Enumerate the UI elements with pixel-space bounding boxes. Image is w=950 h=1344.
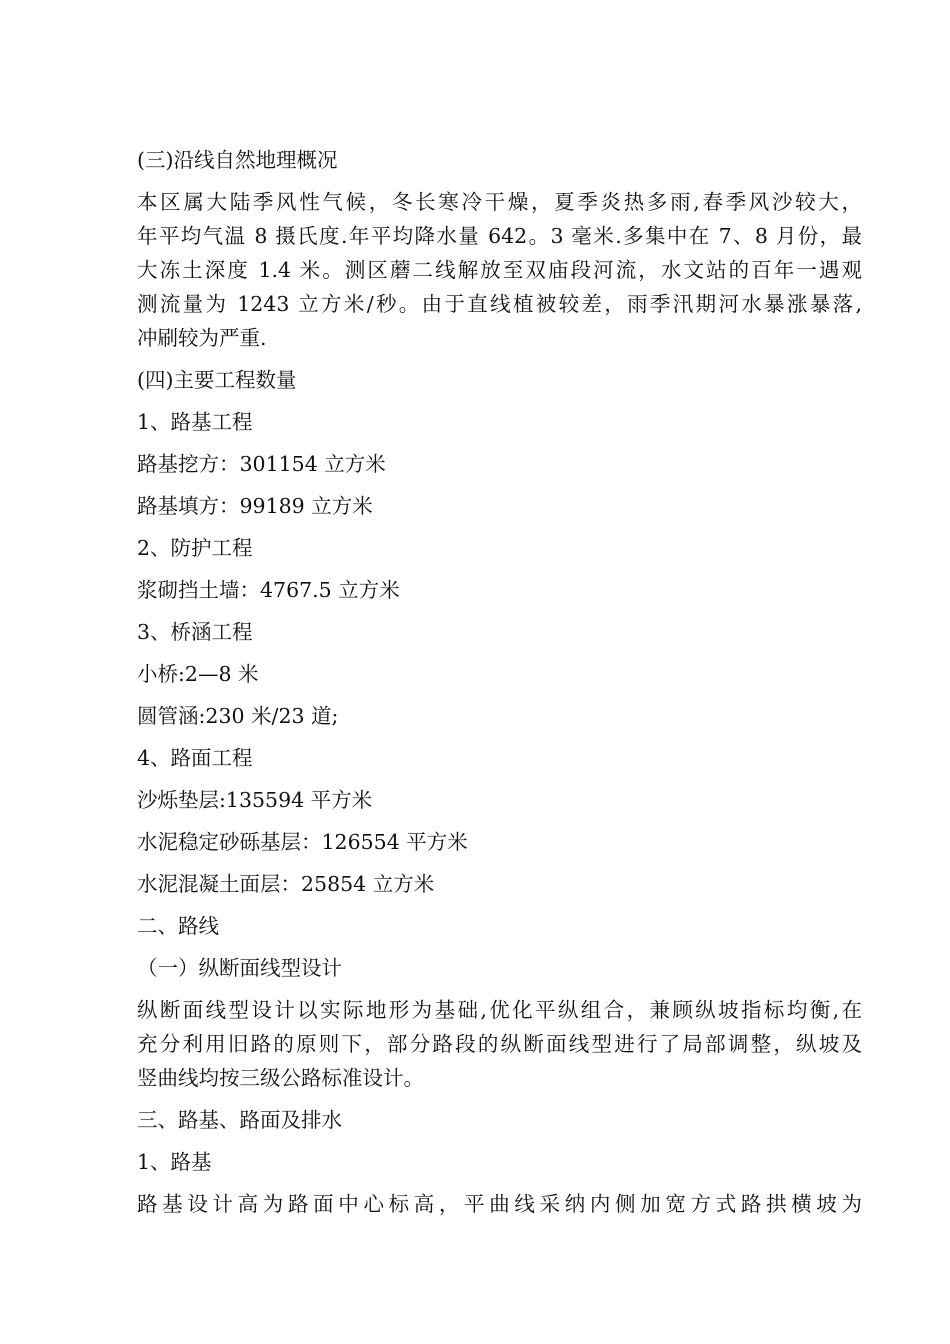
quantity-item: 路基挖方：301154 立方米 (137, 452, 386, 476)
quantity-item: 小桥:2—8 米 (137, 662, 259, 686)
chapter-heading-subgrade-pavement-drainage: 三、路基、路面及排水 (137, 1108, 342, 1132)
section-heading-natural-geography: (三)沿线自然地理概况 (137, 148, 338, 172)
paragraph-line: 充分利用旧路的原则下，部分路段的纵断面线型进行了局部调整，纵坡及 (137, 1032, 862, 1056)
section-heading-profile-design: （一）纵断面线型设计 (137, 956, 342, 980)
quantity-item: 水泥混凝土面层：25854 立方米 (137, 872, 435, 896)
paragraph-line: 冲刷较为严重. (137, 326, 267, 350)
subheading-pavement-works: 4、路面工程 (137, 746, 253, 770)
document-body (137, 143, 862, 1221)
paragraph-line: 大冻土深度 1.4 米。测区蘑二线解放至双庙段河流，水文站的百年一遇观 (137, 258, 862, 282)
subheading-subgrade-works: 1、路基工程 (137, 410, 253, 434)
paragraph-line: 本区属大陆季风性气候，冬长寒冷干燥，夏季炎热多雨,春季风沙较大， (137, 190, 862, 214)
subheading-protection-works: 2、防护工程 (137, 536, 253, 560)
section-heading-main-quantities: (四)主要工程数量 (137, 368, 297, 392)
quantity-item: 路基填方：99189 立方米 (137, 494, 373, 518)
quantity-item: 水泥稳定砂砾基层：126554 平方米 (137, 830, 468, 854)
subheading-bridge-culvert-works: 3、桥涵工程 (137, 620, 253, 644)
chapter-heading-route: 二、路线 (137, 914, 219, 938)
paragraph-line: 纵断面线型设计以实际地形为基础,优化平纵组合，兼顾纵坡指标均衡,在 (137, 998, 862, 1022)
paragraph-line: 路基设计高为路面中心标高，平曲线采纳内侧加宽方式路拱横坡为 (137, 1192, 862, 1216)
paragraph-line: 测流量为 1243 立方米/秒。由于直线植被较差，雨季汛期河水暴涨暴落, (137, 292, 862, 316)
quantity-item: 沙烁垫层:135594 平方米 (137, 788, 373, 812)
quantity-item: 圆管涵:230 米/23 道; (137, 704, 339, 728)
paragraph-line: 年平均气温 8 摄氏度.年平均降水量 642。3 毫米.多集中在 7、8 月份，最 (137, 224, 862, 248)
quantity-item: 浆砌挡土墙：4767.5 立方米 (137, 578, 400, 602)
paragraph-line: 竖曲线均按三级公路标准设计。 (137, 1066, 424, 1090)
subheading-subgrade: 1、路基 (137, 1150, 212, 1174)
